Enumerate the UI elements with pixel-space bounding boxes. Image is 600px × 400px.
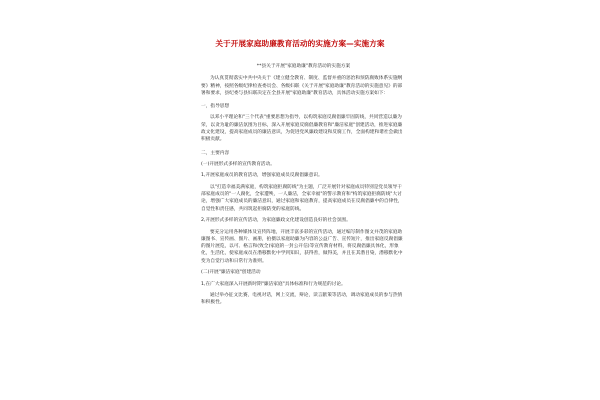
item1-paragraph: 以"打造幸福美满家庭，构筑家庭拒腐防线"为主题，广泛开展针对家庭成员特别是党员领导干部家庭成员的"一人腐化，全家遭殃，一人廉洁，全家幸福"的警示教育和"构筑家庭拒腐防线"大讨论，增强广大家庭成员的廉洁意识，通过家庭和家庭教育，提高家庭成员在反腐倡廉中的自律性，自觉性和责任感，共同筑起拒腐防变的家庭防线。 — [201, 184, 403, 212]
item2-paragraph: 要充分运用各种媒体及宣传阵地，开展丰富多彩的宣传活动，通过编写制作图文并茂的家庭助廉图书、宣传画、图片、画册，拍摄以家庭助廉为内容的公益广告、宣传短片，推出家庭反腐倡廉的图片展览，以可、格言和(致全)家庭的一封公开信)等宣传教育材料，将反腐倡廉具体化，形象化，生活化，使家庭成员在潜移默化中学到知识，获得善，做得美，并且在其潜目染，潜移默化中变为自觉行动和日常行为准则。 — [201, 229, 403, 264]
section-heading-guiding-ideology: 一，指导思想 — [201, 104, 230, 110]
item2-label: 2,开展形式多样的宣传活动，为家庭廉政文化建设创造良好的社会氛围。 — [201, 218, 351, 224]
document-subtitle: **县关于开展"家庭助廉"教育活动的实施方案 — [256, 64, 351, 69]
page-title: 关于开展家庭助廉教育活动的实施方案—实施方案 — [215, 39, 385, 48]
guiding-ideology-paragraph: 以邓小平理论和"三个代表"重要思想为指导，以构筑家庭反腐倡廉牢固防线，共同营造以廉为荣，以贪为耻的廉洁氛围为目标，深入开展家庭反腐倡廉教育和"廉洁家庭"创建活动，推进家庭廉政文化建设，提高家庭成员的廉洁意识，为促进党风廉政建设和反腐工作，全面构建和谐社会做出积极贡献。 — [201, 115, 403, 143]
item1-label: 1,开展家庭成员的教育活动，增强家庭成员反腐倡廉意识。 — [201, 173, 323, 179]
item3-label: 1,在广大家庭深入开展新时期"廉洁家庭"具体标准和行为规范的讨论。 — [201, 281, 346, 287]
item3-paragraph: 通过举办征文比赛，电视对话，网上交流，辩论，读言献策等活动，调动家庭成员的参与热情和积极性。 — [201, 293, 403, 306]
document-body — [201, 63, 406, 307]
section-heading-main-content: 二，主要内容 — [201, 150, 230, 156]
intro-paragraph: 为认真贯彻落实中共中央关于《建立健全教育、制度、监督并重的惩治和预防腐败体系实施纲要》精神，按照各级纪律检查委员会、各级妇联《关于开展"家庭助廉"教育活动的实施意见》的部署和要求，县纪委与县妇联决定在全县开展"家庭助廉"教育活动，具体活动实施方案如下： — [201, 76, 403, 96]
subsection-heading-clean-family: (二)开展"廉洁家庭"创建活动 — [201, 270, 261, 276]
subsection-heading-education: (一)开展形式多样的宣传教育活动。 — [201, 161, 275, 167]
